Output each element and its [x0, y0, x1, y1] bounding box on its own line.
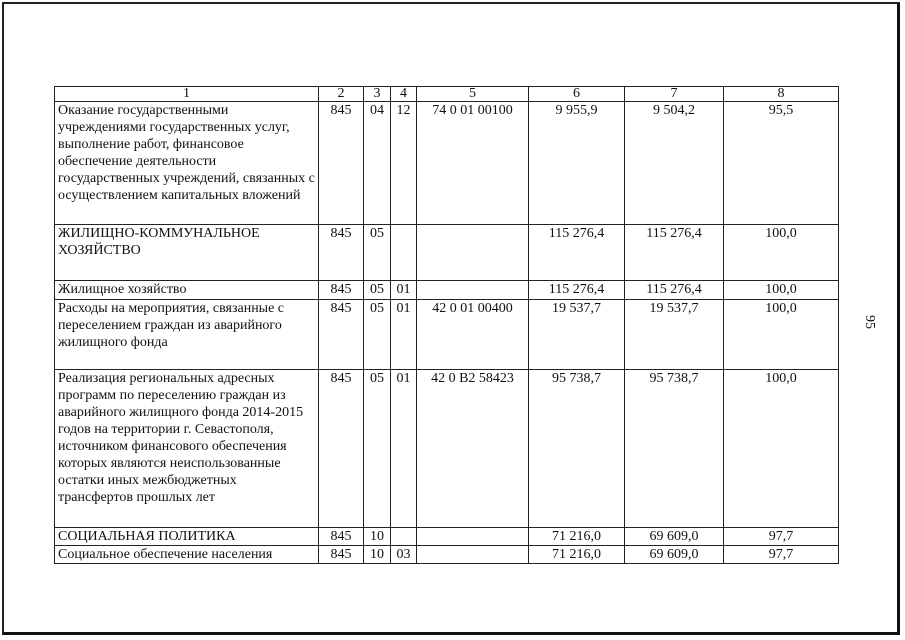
row-percent: 100,0 — [724, 225, 839, 281]
row-target-code — [417, 225, 529, 281]
row-percent: 97,7 — [724, 546, 839, 564]
row-ministry: 845 — [319, 300, 364, 370]
row-percent: 100,0 — [724, 300, 839, 370]
row-ministry: 845 — [319, 528, 364, 546]
row-actual: 69 609,0 — [625, 546, 724, 564]
row-subsection — [391, 528, 417, 546]
budget-table — [54, 86, 839, 564]
header-col-6: 6 — [529, 87, 625, 102]
table-row — [55, 225, 839, 281]
row-percent: 97,7 — [724, 528, 839, 546]
header-col-2: 2 — [319, 87, 364, 102]
row-name: СОЦИАЛЬНАЯ ПОЛИТИКА — [55, 528, 319, 546]
row-target-code — [417, 528, 529, 546]
row-target-code: 42 0 В2 58423 — [417, 370, 529, 528]
page-number: 95 — [862, 315, 877, 329]
row-plan: 19 537,7 — [529, 300, 625, 370]
header-col-7: 7 — [625, 87, 724, 102]
row-target-code: 42 0 01 00400 — [417, 300, 529, 370]
table-row — [55, 528, 839, 546]
row-subsection — [391, 225, 417, 281]
row-plan: 71 216,0 — [529, 528, 625, 546]
row-target-code — [417, 546, 529, 564]
row-ministry: 845 — [319, 370, 364, 528]
row-plan: 115 276,4 — [529, 225, 625, 281]
row-percent: 100,0 — [724, 281, 839, 300]
table-row — [55, 102, 839, 225]
row-name: Расходы на мероприятия, связанные с переселением граждан из аварийного жилищного фонда — [55, 300, 319, 370]
table-row — [55, 546, 839, 564]
row-actual: 69 609,0 — [625, 528, 724, 546]
header-col-1: 1 — [55, 87, 319, 102]
header-col-3: 3 — [364, 87, 391, 102]
row-subsection: 03 — [391, 546, 417, 564]
row-ministry: 845 — [319, 102, 364, 225]
row-name: Оказание государственными учреждениями государственных услуг, выполнение работ, финансовое обеспечение деятельности государственных учреждений, связанных с осуществлением капитальных вложений — [55, 102, 319, 225]
row-section: 10 — [364, 546, 391, 564]
row-name: Реализация региональных адресных программ по переселению граждан из аварийного жилищного фонда 2014-2015 годов на территории г. Севастополя, источником финансового обеспечения которых являются неиспользованные остатки иных межбюджетных трансфертов прошлых лет — [55, 370, 319, 528]
row-percent: 100,0 — [724, 370, 839, 528]
row-ministry: 845 — [319, 281, 364, 300]
row-section: 05 — [364, 281, 391, 300]
header-col-4: 4 — [391, 87, 417, 102]
row-subsection: 01 — [391, 300, 417, 370]
row-name: ЖИЛИЩНО-КОММУНАЛЬНОЕ ХОЗЯЙСТВО — [55, 225, 319, 281]
table-row — [55, 300, 839, 370]
header-col-5: 5 — [417, 87, 529, 102]
header-row — [55, 87, 839, 102]
row-name: Жилищное хозяйство — [55, 281, 319, 300]
row-subsection: 12 — [391, 102, 417, 225]
row-plan: 71 216,0 — [529, 546, 625, 564]
row-actual: 95 738,7 — [625, 370, 724, 528]
row-section: 04 — [364, 102, 391, 225]
row-section: 05 — [364, 370, 391, 528]
row-ministry: 845 — [319, 225, 364, 281]
row-actual: 19 537,7 — [625, 300, 724, 370]
table-row — [55, 281, 839, 300]
row-subsection: 01 — [391, 281, 417, 300]
row-plan: 115 276,4 — [529, 281, 625, 300]
row-target-code: 74 0 01 00100 — [417, 102, 529, 225]
row-actual: 115 276,4 — [625, 225, 724, 281]
row-target-code — [417, 281, 529, 300]
row-subsection: 01 — [391, 370, 417, 528]
row-percent: 95,5 — [724, 102, 839, 225]
row-actual: 115 276,4 — [625, 281, 724, 300]
row-ministry: 845 — [319, 546, 364, 564]
row-section: 10 — [364, 528, 391, 546]
row-name: Социальное обеспечение населения — [55, 546, 319, 564]
row-actual: 9 504,2 — [625, 102, 724, 225]
row-section: 05 — [364, 300, 391, 370]
table-row — [55, 370, 839, 528]
header-col-8: 8 — [724, 87, 839, 102]
row-section: 05 — [364, 225, 391, 281]
row-plan: 95 738,7 — [529, 370, 625, 528]
row-plan: 9 955,9 — [529, 102, 625, 225]
